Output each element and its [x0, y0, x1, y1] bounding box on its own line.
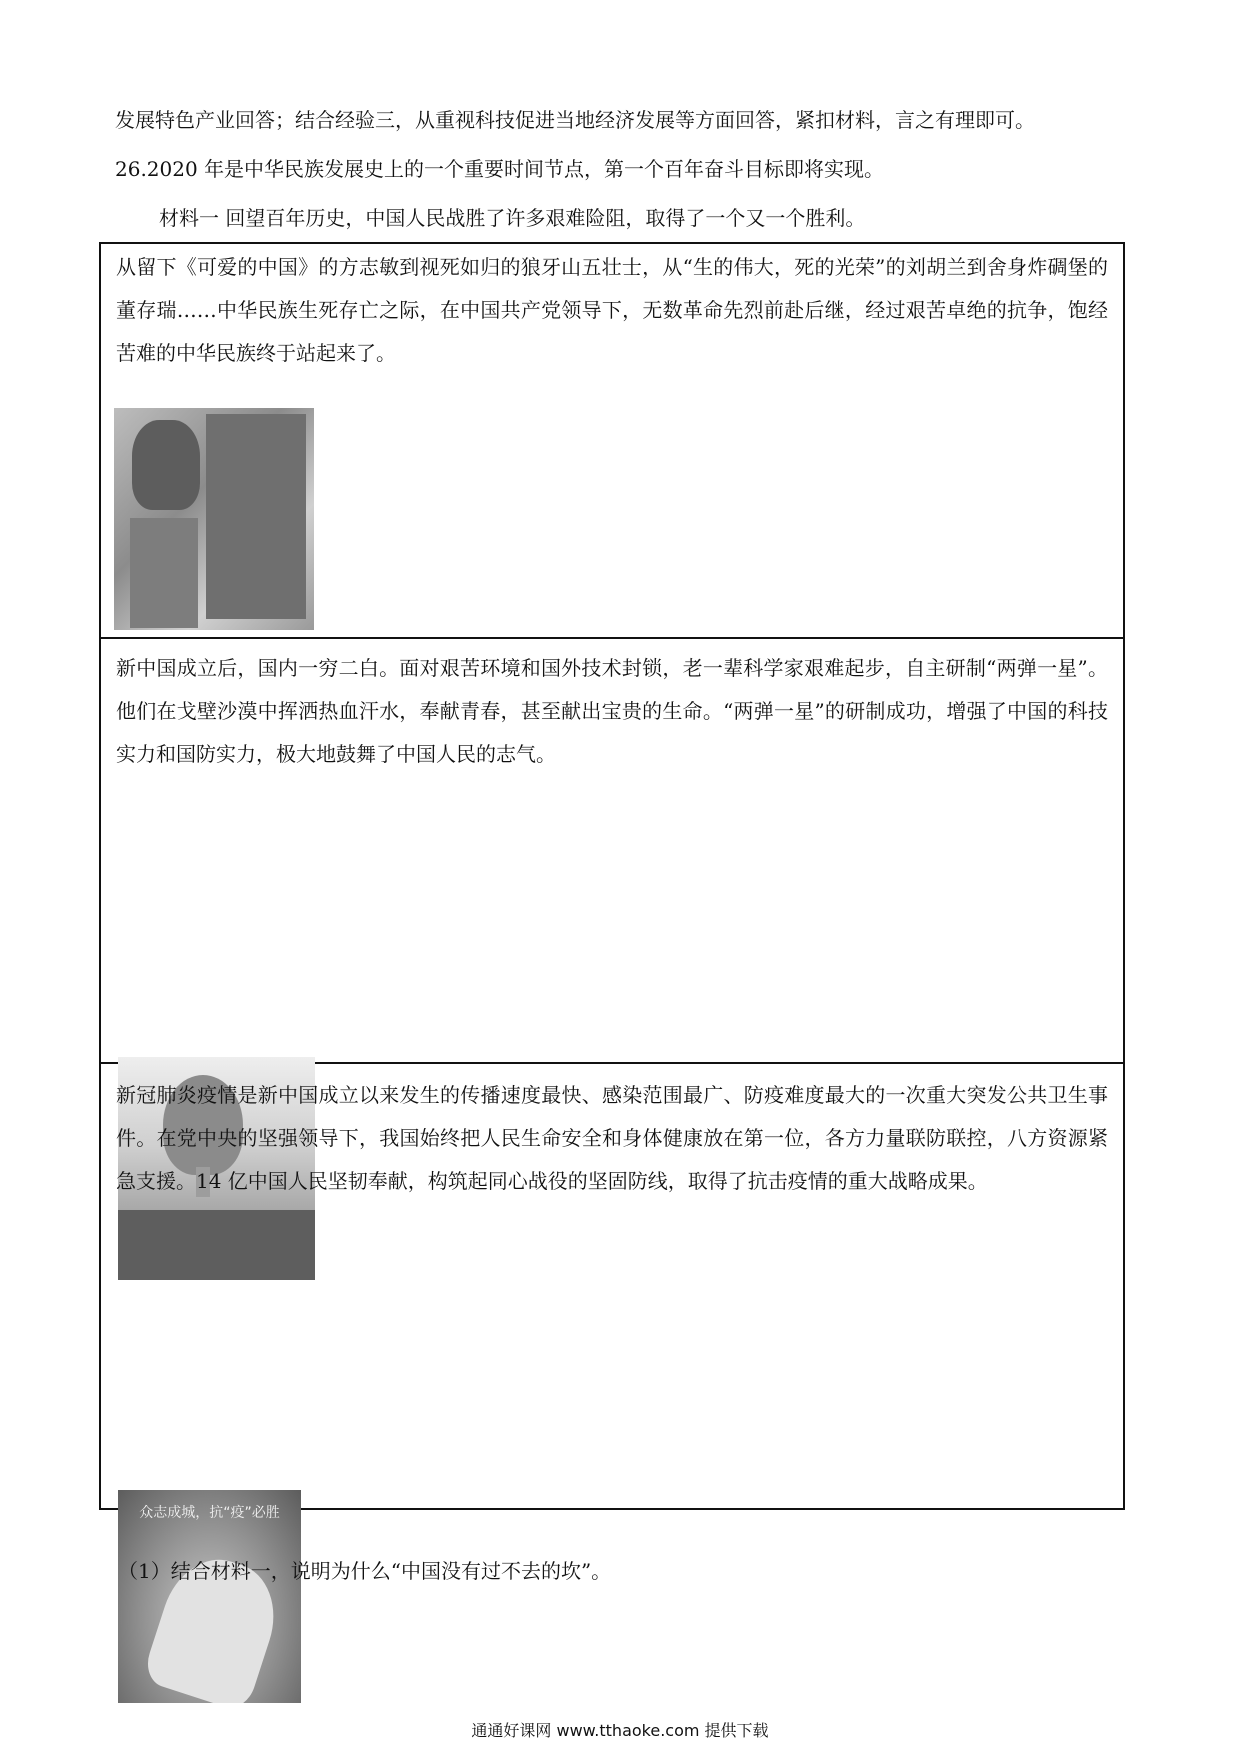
- material-text-2: 新中国成立后，国内一穷二白。面对艰苦环境和国外技术封锁，老一辈科学家艰难起步，自主研制“两弹一星”。他们在戈壁沙漠中挥洒热血汗水，奉献青春，甚至献出宝贵的生命。“两弹一星”的研制成功，增强了中国的科技实力和国防实力，极大地鼓舞了中国人民的志气。: [116, 656, 1108, 766]
- material-cell-1: [101, 244, 1123, 639]
- portrait-figure: [132, 420, 200, 510]
- material-cell-2: [101, 639, 1123, 1064]
- poster-caption: 众志成城，抗“疫”必胜: [139, 1505, 280, 1521]
- figure-lower: [130, 518, 198, 628]
- material-one-heading: 材料一 回望百年历史，中国人民战胜了许多艰难险阻，取得了一个又一个胜利。: [159, 206, 866, 230]
- revolutionary-martyrs-photo: [114, 408, 314, 630]
- intro-line-1: 发展特色产业回答；结合经验三，从重视科技促进当地经济发展等方面回答，紧扣材料，言之有理即可。: [115, 108, 1035, 132]
- anti-epidemic-poster: [118, 1490, 301, 1703]
- soldiers-figure: [206, 414, 306, 619]
- materials-table: [99, 242, 1125, 1521]
- material-cell-3: [101, 1064, 1123, 1521]
- footer-source: 通通好课网 www.tthaoke.com 提供下载: [471, 1721, 769, 1740]
- material-text-1: 从留下《可爱的中国》的方志敏到视死如归的狼牙山五壮士，从“生的伟大，死的光荣”的刘胡兰到舍身炸碉堡的董存瑞……中华民族生死存亡之际，在中国共产党领导下，无数革命先烈前赴后继，经过艰苦卓绝的抗争，饱经苦难的中华民族终于站起来了。: [116, 255, 1108, 365]
- question-26-stem: 26.2020 年是中华民族发展史上的一个重要时间节点，第一个百年奋斗目标即将实现。: [115, 157, 885, 181]
- question-1: （1）结合材料一，说明为什么“中国没有过不去的坎”。: [118, 1559, 612, 1583]
- material-text-3: 新冠肺炎疫情是新中国成立以来发生的传播速度最快、感染范围最广、防疫难度最大的一次重大突发公共卫生事件。在党中央的坚强领导下，我国始终把人民生命安全和身体健康放在第一位，各方力量联防联控，八方资源紧急支援。14 亿中国人民坚韧奉献，构筑起同心战役的坚固防线，取得了抗击疫情的重大战略成果。: [116, 1083, 1108, 1193]
